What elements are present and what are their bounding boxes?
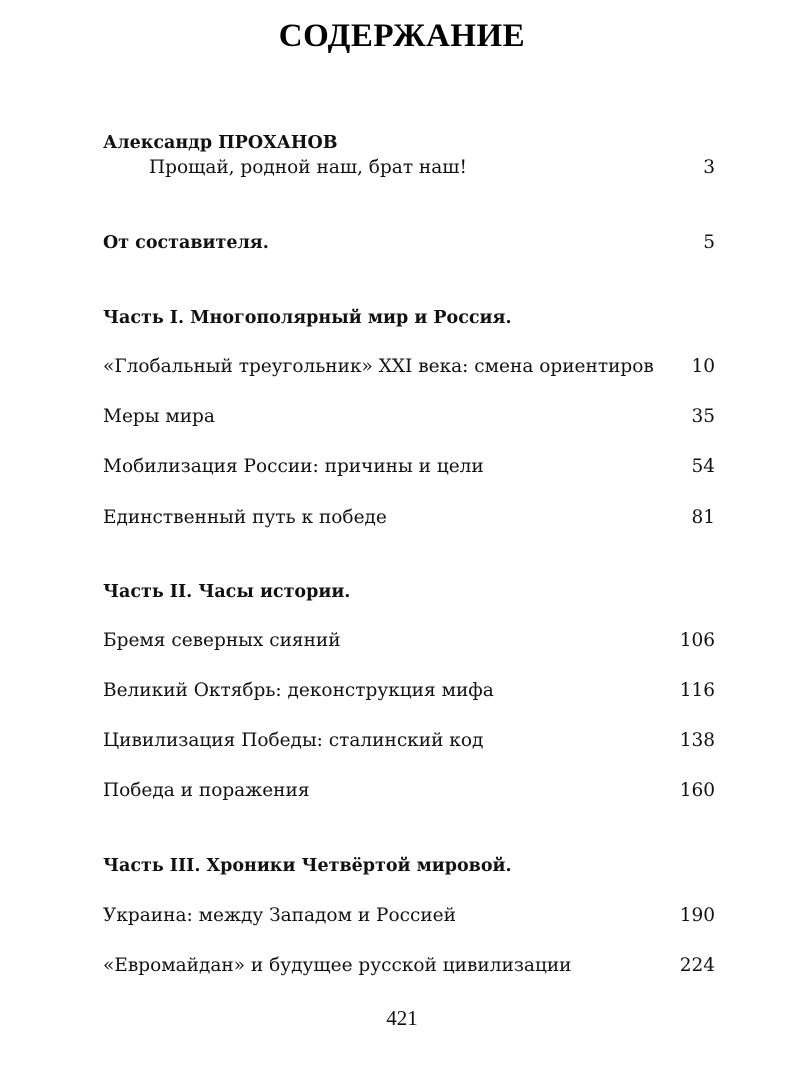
toc-entry	[103, 506, 715, 530]
toc-entry-text: Прощай, родной наш, брат наш!	[149, 157, 467, 178]
toc-entry	[103, 455, 715, 479]
toc-entry-page: 224	[679, 955, 715, 976]
toc-entry	[103, 629, 715, 653]
toc-entry-text: От составителя.	[103, 233, 269, 253]
toc-entry-page: 160	[679, 780, 715, 801]
toc-entry-text: Единственный путь к победе	[103, 507, 387, 528]
toc-entry	[103, 729, 715, 753]
toc-entry-text: Украина: между Западом и Россией	[103, 905, 456, 926]
toc-entry-page: 106	[679, 630, 715, 651]
toc-section-heading	[103, 231, 715, 255]
toc-entry	[103, 355, 715, 379]
toc-part-heading	[103, 306, 715, 330]
toc-entry	[103, 904, 715, 928]
toc-entry-page: 190	[679, 905, 715, 926]
toc-entry-page: 116	[679, 680, 715, 701]
toc-entry-text: Часть II. Часы истории.	[103, 582, 351, 602]
toc-entry-text: «Глобальный треугольник» XXI века: смена ориентиров	[103, 356, 654, 377]
toc-entry-text: Александр ПРОХАНОВ	[103, 133, 338, 153]
toc-entry-page: 54	[691, 456, 715, 477]
page-title: СОДЕРЖАНИЕ	[278, 18, 526, 54]
toc-part-heading	[103, 580, 715, 604]
toc-entry-page: 3	[703, 157, 715, 178]
toc-entry-text: Мобилизация России: причины и цели	[103, 456, 484, 477]
toc-entry-text: Цивилизация Победы: сталинский код	[103, 730, 484, 751]
toc-entry-page: 35	[691, 406, 715, 427]
page-number: 421	[386, 1006, 418, 1030]
toc-entry-text: Победа и поражения	[103, 780, 310, 801]
toc-entry	[103, 405, 715, 429]
toc-entry-text: Бремя северных сияний	[103, 630, 341, 651]
toc-entry-page: 5	[703, 232, 715, 253]
toc-author-heading	[103, 131, 715, 155]
toc-entry-page: 81	[691, 507, 715, 528]
toc-part-heading	[103, 854, 715, 878]
toc-entry-text: Меры мира	[103, 406, 215, 427]
toc-entry-text: Часть I. Многополярный мир и Россия.	[103, 308, 512, 328]
toc-entry-text: Великий Октябрь: деконструкция мифа	[103, 680, 494, 701]
toc-entry	[103, 954, 715, 978]
toc-entry	[103, 679, 715, 703]
toc-entry	[103, 156, 715, 180]
toc-entry-text: Часть III. Хроники Четвёртой мировой.	[103, 856, 512, 876]
toc-entry-page: 138	[679, 730, 715, 751]
toc-entry-text: «Евромайдан» и будущее русской цивилизации	[103, 955, 572, 976]
toc-entry-page: 10	[691, 356, 715, 377]
toc-entry	[103, 779, 715, 803]
